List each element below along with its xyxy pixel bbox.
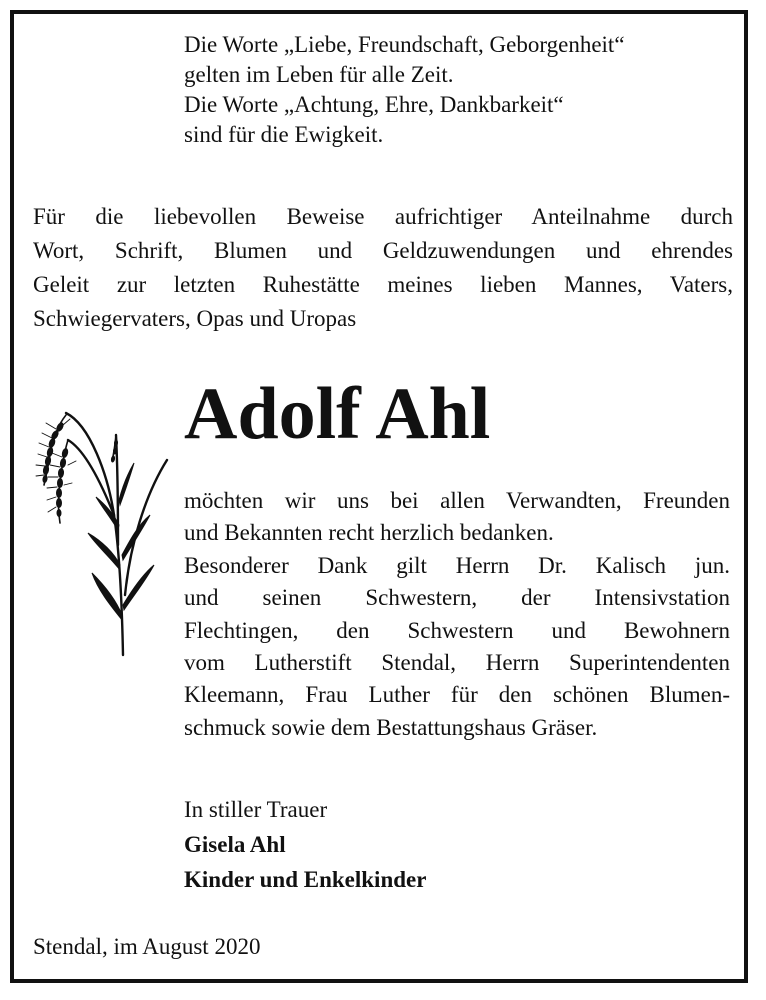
body-line: möchten wir uns bei allen Verwandten, Freunden [184,488,730,513]
mourning-phrase: In stiller Trauer [184,797,328,822]
thanks-line: Schwiegervaters, Opas und Uropas [33,306,357,331]
body-line: vom Lutherstift Stendal, Herrn Superintendenten [184,650,730,676]
deceased-name: Adolf Ahl [184,373,491,455]
body-line: schmuck sowie dem Bestattungshaus Gräser. [184,714,598,740]
poem-line: gelten im Leben für alle Zeit. [184,62,454,87]
thanks-body [184,485,730,744]
mourner-family: Kinder und Enkelkinder [184,867,427,892]
poem [184,30,625,150]
thanks-intro [33,200,733,336]
signoff [184,792,426,897]
body-line: Besonderer Dank gilt Herrn Dr. Kalisch jun. [184,552,730,578]
thanks-line: Geleit zur letzten Ruhestätte meines lieben Mannes, Vaters, [33,272,733,297]
mourner-name: Gisela Ahl [184,832,286,857]
body-line: Flechtingen, den Schwestern und Bewohnern [184,617,730,643]
thanks-line: Wort, Schrift, Blumen und Geldzuwendungen und ehrendes [33,238,733,263]
poem-line: Die Worte „Liebe, Freundschaft, Geborgenheit“ [184,32,625,57]
poem-line: sind für die Ewigkeit. [184,122,384,147]
body-line: und Bekannten recht herzlich bedanken. [184,520,554,546]
wheat-ears-icon [30,405,170,660]
poem-line: Die Worte „Achtung, Ehre, Dankbarkeit“ [184,92,564,117]
body-line: Kleemann, Frau Luther für den schönen Blumen- [184,682,730,708]
place-date: Stendal, im August 2020 [33,934,261,959]
body-line: und seinen Schwestern, der Intensivstation [184,585,730,611]
thanks-line: Für die liebevollen Beweise aufrichtiger Anteilnahme durch [33,204,733,229]
